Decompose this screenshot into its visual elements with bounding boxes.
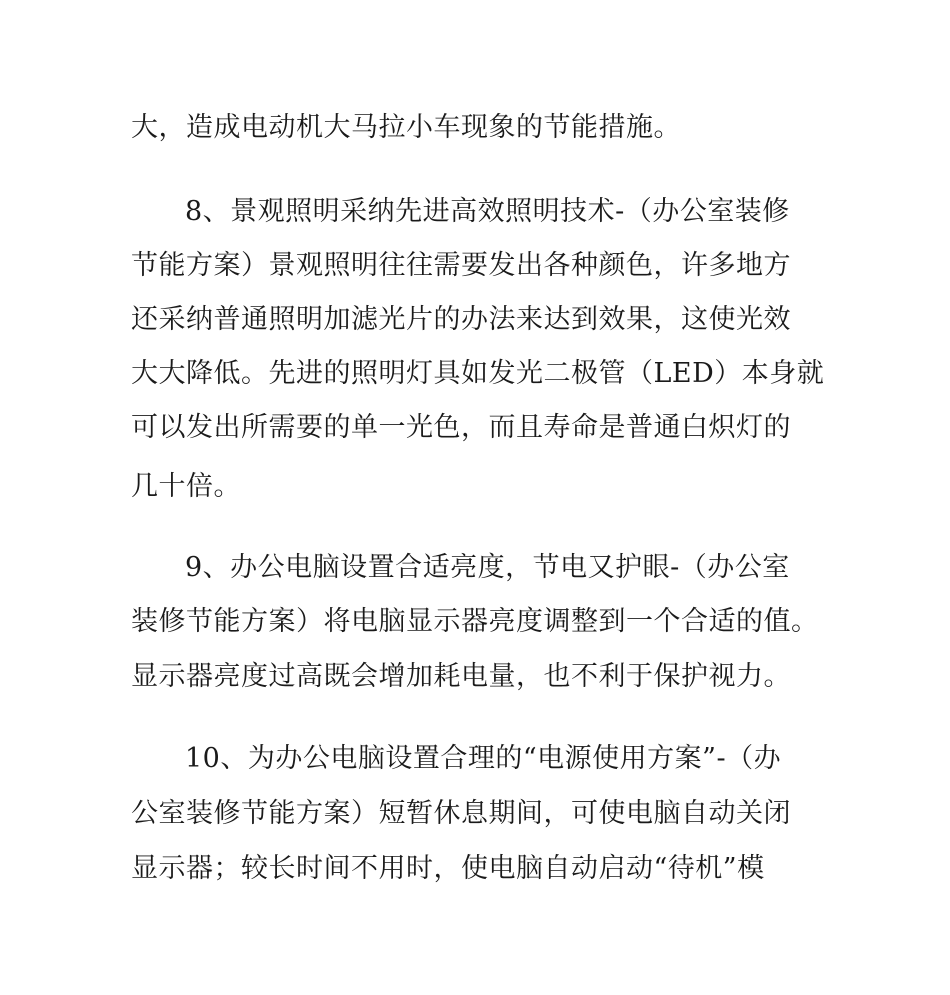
text-line: 显示器亮度过高既会增加耗电量，也不利于保护视力。 xyxy=(131,661,791,692)
text-line: 显示器；较长时间不用时，使电脑自动启动“待机”模 xyxy=(131,853,765,884)
paragraph-8-start: 8、景观照明采纳先进高效照明技术-（办公室装修 xyxy=(185,196,790,227)
text-line: 节能方案）景观照明往往需要发出各种颜色，许多地方 xyxy=(131,250,791,281)
text-line: 装修节能方案）将电脑显示器亮度调整到一个合适的值。 xyxy=(131,606,819,637)
paragraph-9-start: 9、办公电脑设置合适亮度，节电又护眼-（办公室 xyxy=(185,552,790,583)
text-line: 可以发出所需要的单一光色，而且寿命是普通白炽灯的 xyxy=(131,412,791,443)
text-line: 大，造成电动机大马拉小车现象的节能措施。 xyxy=(131,112,681,143)
text-line: 还采纳普通照明加滤光片的办法来达到效果，这使光效 xyxy=(131,304,791,335)
text-line: 几十倍。 xyxy=(131,471,241,502)
text-line: 公室装修节能方案）短暂休息期间，可使电脑自动关闭 xyxy=(131,798,791,829)
text-line: 大大降低。先进的照明灯具如发光二极管（LED）本身就 xyxy=(131,358,825,389)
paragraph-10-start: 10、为办公电脑设置合理的“电源使用方案”-（办 xyxy=(185,743,782,774)
